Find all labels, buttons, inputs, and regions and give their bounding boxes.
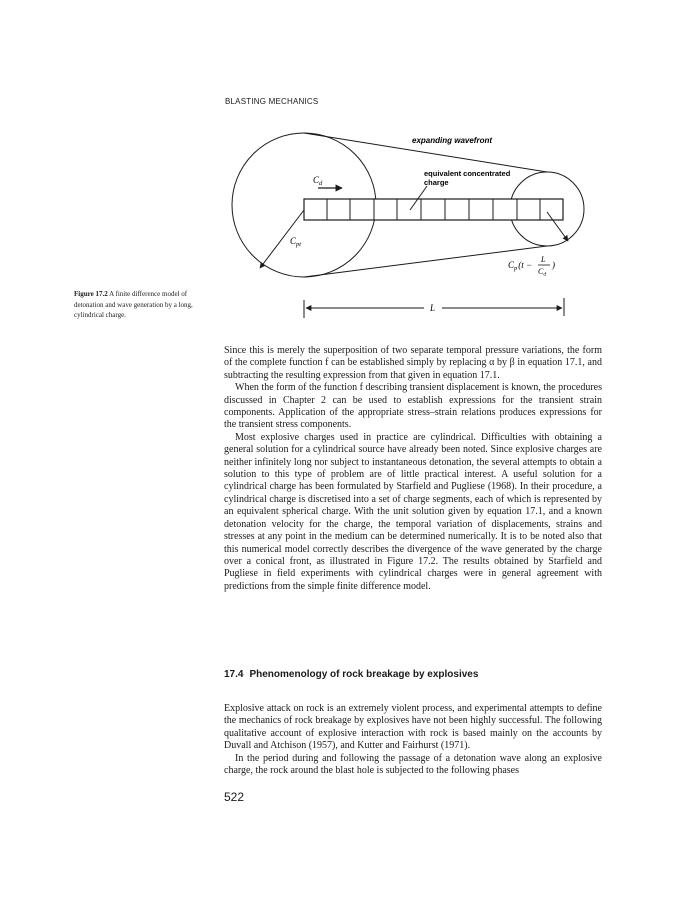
running-head: BLASTING MECHANICS <box>225 97 319 106</box>
body-text-bottom <box>224 703 602 777</box>
figure-caption <box>74 289 208 321</box>
paragraph: Most explosive charges used in practice are cylindrical. Difficulties with obtaining a general solution for a cylindrical source have already been noted. Since explosive charges are neither infinitely long nor subject to instantaneous detonation, the several attempts to obtain a solution to this type of problem are of little practical interest. A useful solution for a cylindrical charge has been formulated by Starfield and Pugliese (1968). In their procedure, a cylindrical charge is discretised into a set of charge segments, each of which is represented by an equivalent spherical charge. With the unit solution given by equation 17.1, and a known detonation velocity for the charge, the temporal variation of displacements, strains and stresses at any point in the medium can be determined numerically. It is to be noted also that this numerical model correctly describes the divergence of the wave generated by the charge over a conical front, as illustrated in Figure 17.2. The results obtained by Starfield and Pugliese in field experiments with cylindrical charges were in general agreement with predictions from the simple finite difference model. <box>224 431 602 592</box>
cpt-label: $C_{pt}$ <box>290 236 302 248</box>
cp-expression <box>508 255 555 278</box>
caption-label: Figure 17.2 <box>74 290 108 298</box>
paragraph: Explosive attack on rock is an extremely violent process, and experimental attempts to define the mechanics of rock breakage by explosives have not been highly successful. The following qualitative account of explosive interaction with rock is based mainly on the accounts by Duvall and Atchison (1957), and Kutter and Fairhurst (1971). <box>224 703 602 752</box>
section-heading <box>224 669 478 680</box>
cd-label: $C_d$ <box>313 175 323 187</box>
expanding-wavefront-label: expanding wavefront <box>412 136 493 145</box>
section-title: Phenomenology of rock breakage by explosives <box>249 669 479 680</box>
paragraph: In the period during and following the passage of a detonation wave along an explosive charge, the rock around the blast hole is subjected to the following phases <box>224 752 602 777</box>
svg-text:): ) <box>552 260 555 270</box>
charge-segments <box>304 199 563 220</box>
equivalent-charge-label-2: charge <box>424 178 449 187</box>
svg-text:Cd: Cd <box>538 267 547 278</box>
equivalent-charge-label-1: equivalent concentrated <box>424 169 511 178</box>
section-number: 17.4 <box>224 669 244 680</box>
svg-text:L: L <box>541 255 546 264</box>
caption-text: A finite difference model of detonation and wave generation by a long, cylindrical charge. <box>74 290 193 319</box>
cpt-radius-arrow <box>260 210 304 268</box>
l-dimension-label: L <box>430 303 436 313</box>
paragraph: When the form of the function f describing transient displacement is known, the procedures discussed in Chapter 2 can be used to establish expressions for the transient strain components. Application of the appropriate stress–strain relations produces expressions for the transient stress components. <box>224 382 602 431</box>
svg-text:Cp(t −: $C_p(t$ − <box>508 260 533 272</box>
page-number: 522 <box>224 790 245 804</box>
paragraph: Since this is merely the superposition of two separate temporal pressure variations, the form of the complete function f can be established simply by replacing α by β in equation 17.1, and subtracting the resulting expression from that given in equation 17.1. <box>224 345 602 381</box>
body-text-top <box>224 345 602 593</box>
